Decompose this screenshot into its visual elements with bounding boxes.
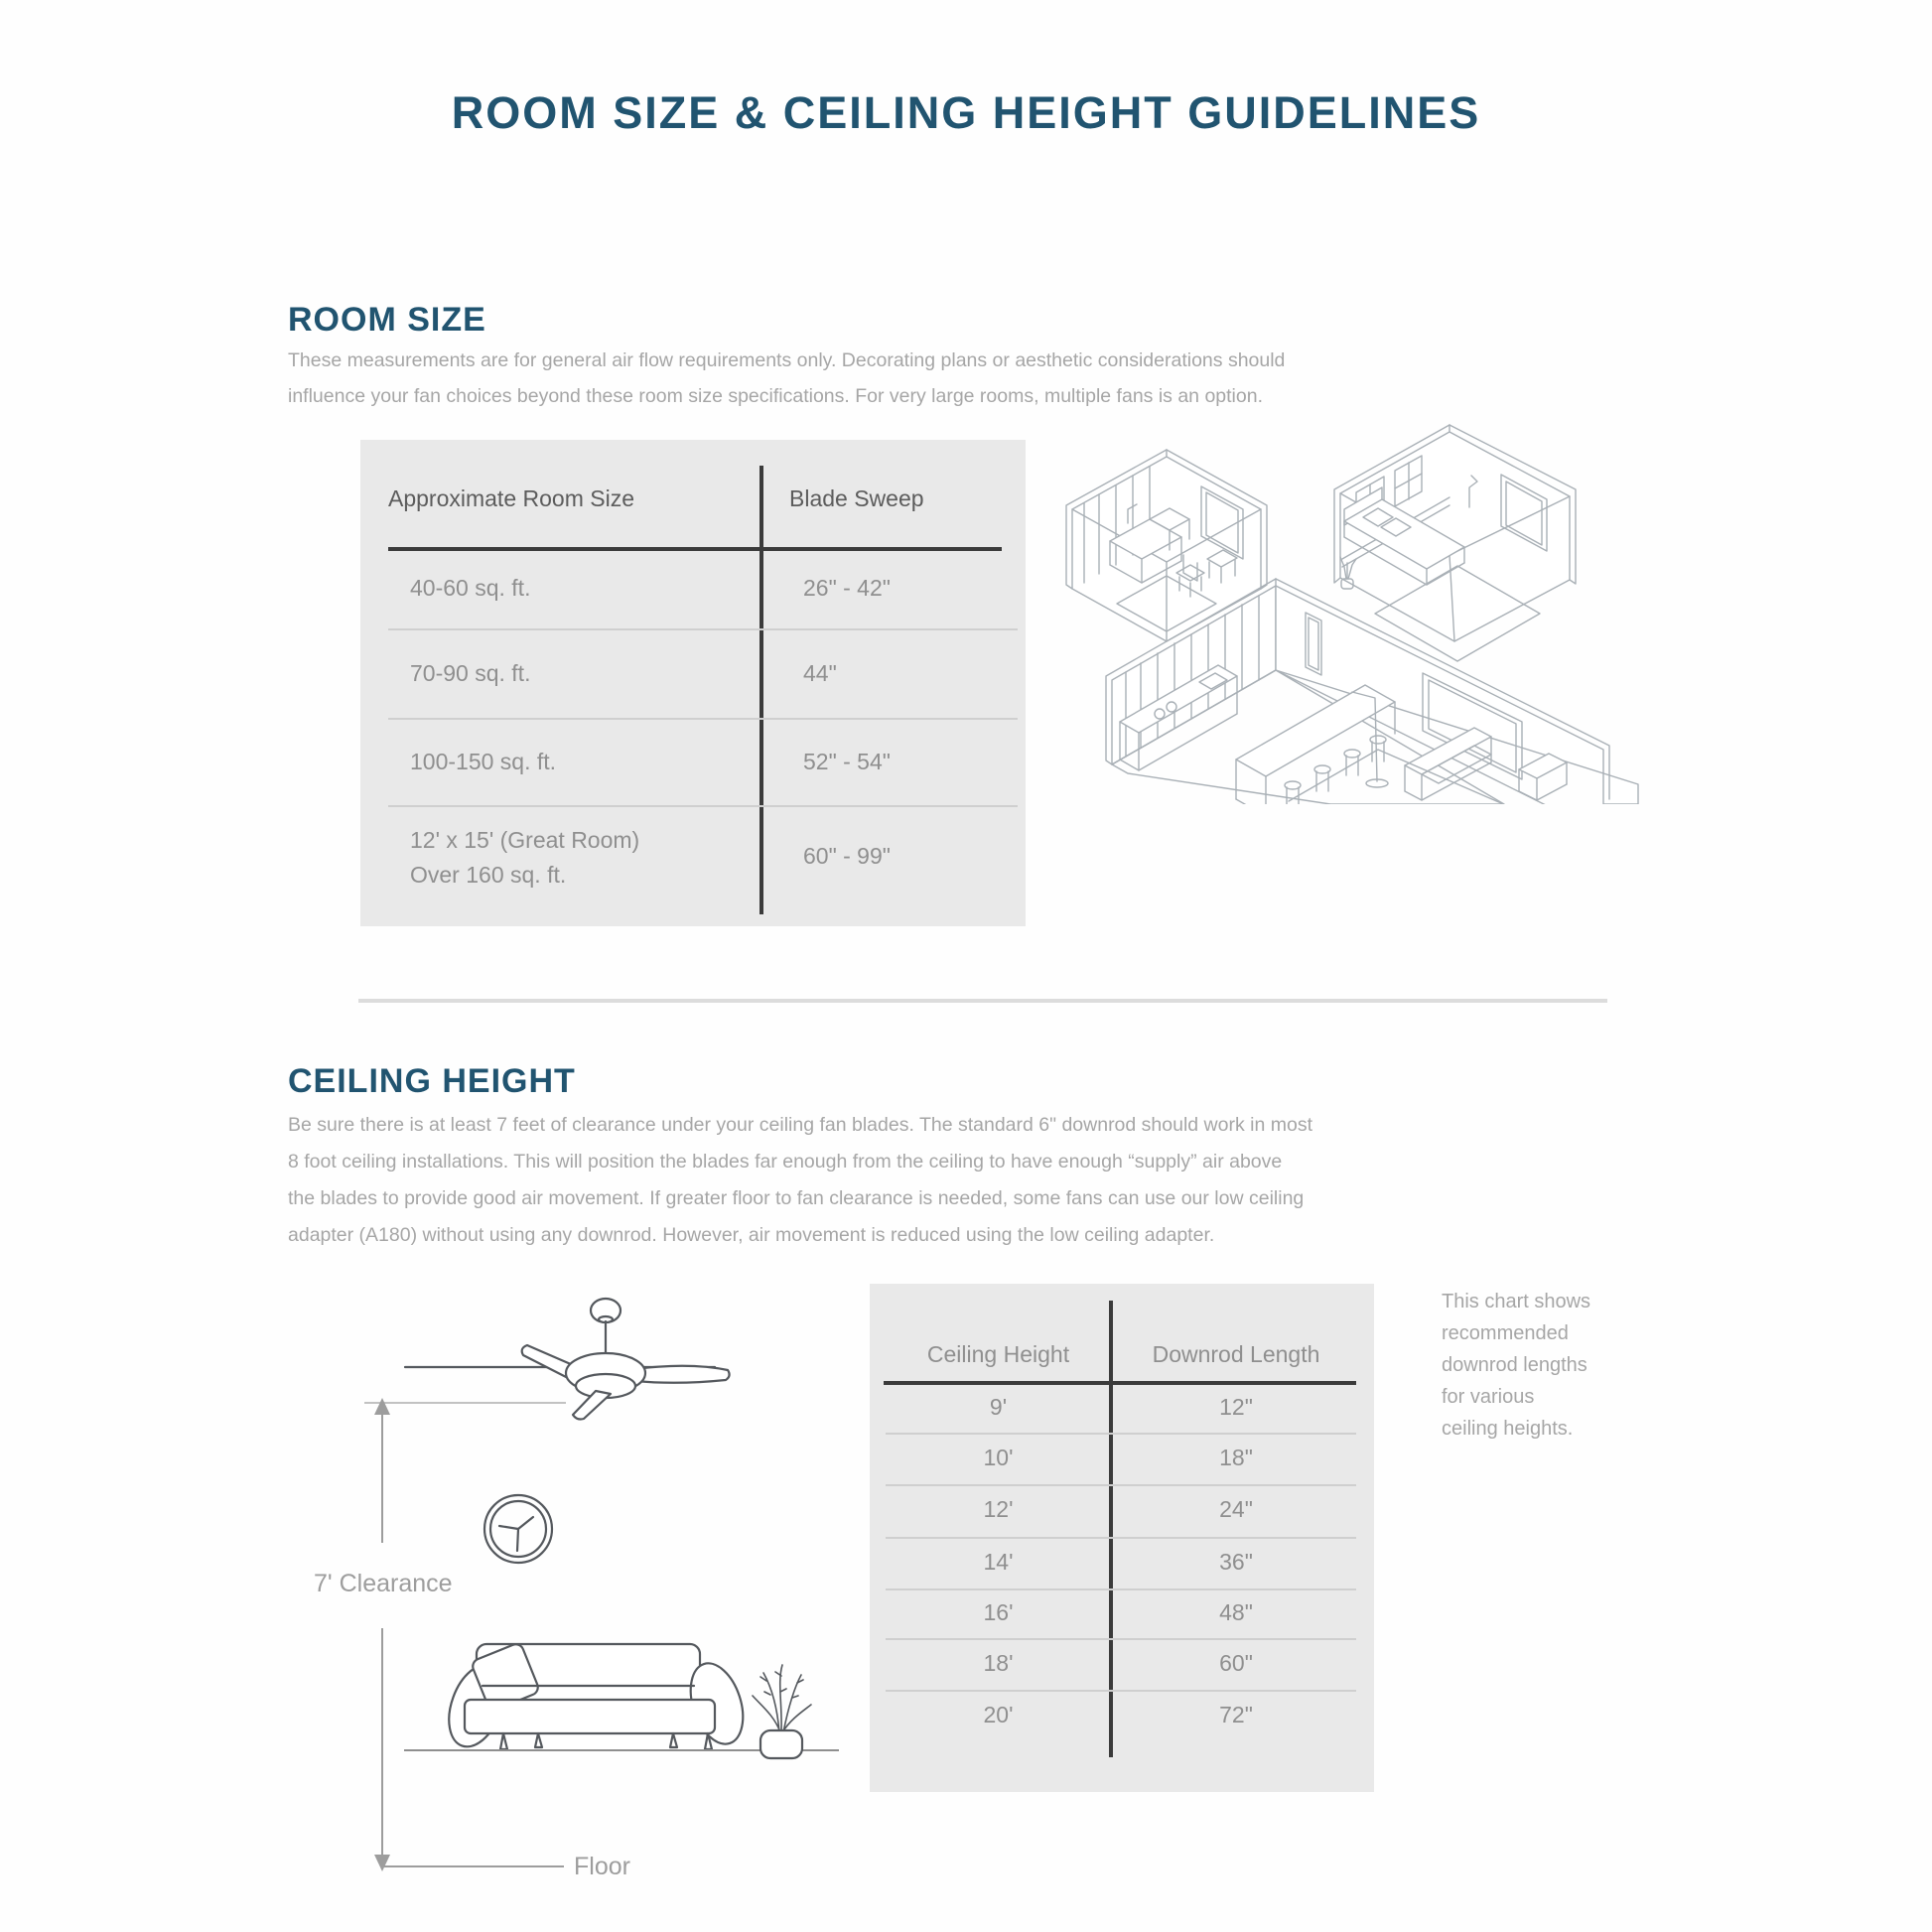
ceiling-height-description: [288, 1114, 1312, 1247]
downrod-table-col1-header: Ceiling Height: [926, 1341, 1070, 1367]
row-separator: [886, 1588, 1356, 1590]
ceiling-height-cell: 20': [983, 1702, 1014, 1727]
ceiling-height-cell: 12': [983, 1496, 1014, 1522]
blade-sweep-cell: 52" - 54": [803, 749, 891, 774]
ceiling-description-line1: Be sure there is at least 7 feet of clearance under your ceiling fan blades. The standard 6" downrod should work in most: [288, 1114, 1312, 1136]
row-separator: [886, 1484, 1356, 1486]
note-line: recommended: [1442, 1322, 1569, 1344]
ceiling-height-cell: 18': [983, 1650, 1014, 1676]
header-underline: [388, 547, 1002, 551]
fan-blade-bottom: [573, 1391, 611, 1420]
room-size-cell-line1: 12' x 15' (Great Room): [410, 827, 640, 853]
downrod-length-cell: 12": [1219, 1394, 1253, 1420]
ceiling-description-line4: adapter (A180) without using any downrod. However, air movement is reduced using the low ceiling adapter.: [288, 1224, 1215, 1246]
room-size-cell: 40-60 sq. ft.: [410, 575, 531, 601]
ceiling-height-cell: 16': [983, 1599, 1014, 1625]
room-size-table-col2-header: Blade Sweep: [789, 485, 924, 511]
room-size-cell-line2: Over 160 sq. ft.: [410, 862, 567, 888]
potted-plant-icon: [753, 1665, 811, 1758]
downrod-length-cell: 48": [1219, 1599, 1253, 1625]
room-size-table-col1-header: Approximate Room Size: [388, 485, 634, 511]
row-separator: [388, 805, 1018, 807]
ceiling-fan-illustration: [522, 1299, 730, 1420]
section-divider: [358, 999, 1607, 1003]
row-separator: [388, 628, 1018, 630]
page-title: ROOM SIZE & CEILING HEIGHT GUIDELINES: [451, 87, 1481, 138]
floor-label: Floor: [574, 1853, 630, 1878]
row-separator: [388, 718, 1018, 720]
downrod-length-cell: 18": [1219, 1445, 1253, 1470]
header-underline: [884, 1381, 1356, 1385]
ceiling-description-line3: the blades to provide good air movement. If greater floor to fan clearance is needed, some fans can use our low ceiling: [288, 1187, 1305, 1209]
blade-sweep-cell: 26" - 42": [803, 575, 891, 601]
row-separator: [886, 1537, 1356, 1539]
downrod-length-cell: 72": [1219, 1702, 1253, 1727]
row-separator: [886, 1433, 1356, 1435]
downrod-table-col2-header: Downrod Length: [1152, 1341, 1320, 1367]
note-line: for various: [1442, 1386, 1535, 1408]
room-size-heading: ROOM SIZE: [288, 301, 486, 339]
blade-sweep-cell: 60" - 99": [803, 843, 891, 869]
column-divider: [1109, 1301, 1113, 1757]
row-separator: [886, 1690, 1356, 1692]
downrod-length-cell: 60": [1219, 1650, 1253, 1676]
ceiling-height-cell: 10': [983, 1445, 1014, 1470]
wall-clock-icon: [484, 1495, 552, 1563]
ceiling-description-line2: 8 foot ceiling installations. This will position the blades far enough from the ceiling to have enough “supply” air above: [288, 1151, 1283, 1173]
clearance-dimension-line: [374, 1398, 390, 1871]
isometric-rooms-illustration: [1033, 333, 1658, 804]
ceiling-height-heading: CEILING HEIGHT: [288, 1062, 576, 1100]
downrod-length-cell: 36": [1219, 1549, 1253, 1575]
clearance-diagram: [278, 1287, 854, 1878]
fan-blade-right: [633, 1366, 730, 1383]
sofa-illustration: [439, 1642, 753, 1754]
room-size-cell: 70-90 sq. ft.: [410, 660, 531, 686]
room-size-table: [360, 440, 1026, 926]
row-separator: [886, 1638, 1356, 1640]
note-line: downrod lengths: [1442, 1354, 1587, 1376]
downrod-note: [1442, 1291, 1590, 1441]
clearance-label: 7' Clearance: [314, 1570, 453, 1597]
downrod-length-cell: 24": [1219, 1496, 1253, 1522]
blade-sweep-cell: 44": [803, 660, 837, 686]
note-line: This chart shows: [1442, 1291, 1591, 1312]
room-size-description-line2: influence your fan choices beyond these room size specifications. For very large rooms, multiple fans is an option.: [288, 385, 1263, 407]
ceiling-height-cell: 9': [989, 1394, 1008, 1420]
ceiling-height-cell: 14': [983, 1549, 1014, 1575]
downrod-table: [870, 1284, 1374, 1792]
column-divider: [759, 466, 763, 914]
note-line: ceiling heights.: [1442, 1418, 1574, 1440]
room-size-cell: 100-150 sq. ft.: [410, 749, 557, 774]
room-size-description-line1: These measurements are for general air flow requirements only. Decorating plans or aesthetic considerations should: [288, 349, 1286, 371]
